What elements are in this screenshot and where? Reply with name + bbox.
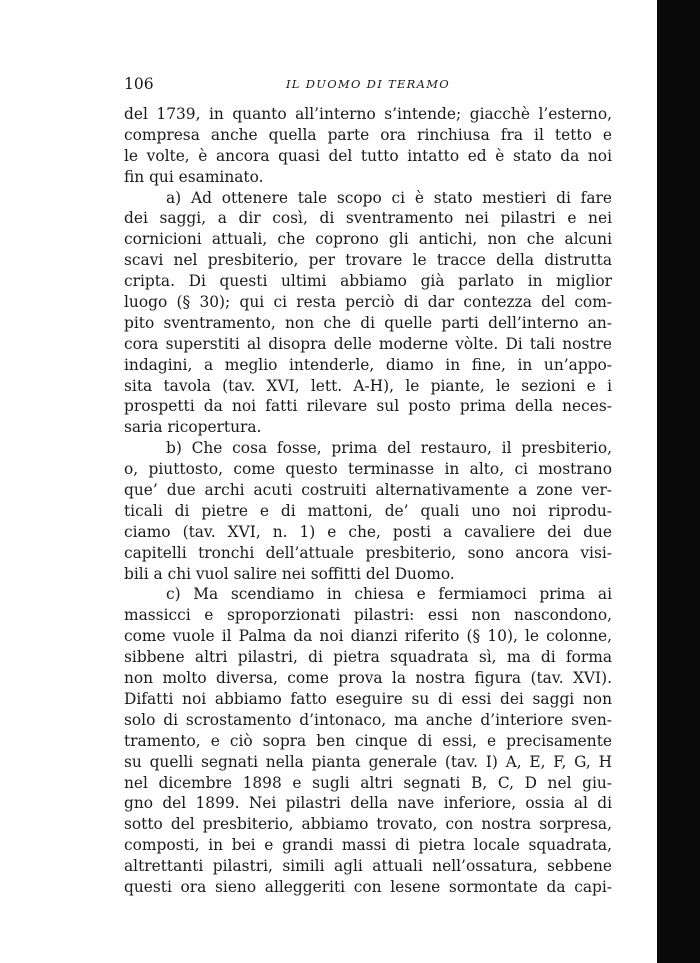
text-line: ciamo (tav. XVI, n. 1) e che, posti a cavaliere dei due [124,522,612,541]
text-line: cornicioni attuali, che coprono gli antichi, non che alcuni [124,230,612,249]
text-line: luogo (§ 30); qui ci resta perciò di dar contezza del com- [124,293,612,312]
text-line: composti, in bei e grandi massi di pietra locale squadrata, [124,836,612,855]
text-line: tramento, e ciò sopra ben cinque di essi, e precisamente [124,731,612,750]
text-line: pito sventramento, non che di quelle parti dell’interno an- [124,313,612,332]
body-text [124,104,612,898]
text-line: altrettanti pilastri, simili agli attuali nell’ossatura, sebbene [124,857,612,876]
text-line: sibbene altri pilastri, di pietra squadrata sì, ma di forma [124,648,612,667]
text-line: scavi nel presbiterio, per trovare le tracce della distrutta [124,251,612,270]
text-line: b) Che cosa fosse, prima del restauro, il presbiterio, [166,439,612,458]
text-line: indagini, a meglio intenderle, diamo in fine, in un’appo- [124,355,612,374]
text-line: prospetti da noi fatti rilevare sul posto prima della neces- [124,397,612,416]
text-line: c) Ma scendiamo in chiesa e fermiamoci prima ai [166,585,612,604]
text-line: a) Ad ottenere tale scopo ci è stato mestieri di fare [166,188,612,207]
scan-edge-band [657,0,700,963]
text-line: fin qui esaminato. [124,167,264,186]
text-line: o, piuttosto, come questo terminasse in alto, ci mostrano [124,460,612,479]
text-line: massicci e sproporzionati pilastri: essi non nascondono, [124,606,612,625]
text-line: Difatti noi abbiamo fatto eseguire su di essi dei saggi non [124,689,612,708]
text-line: le volte, è ancora quasi del tutto intatto ed è stato da noi [124,146,612,165]
text-line: nel dicembre 1898 e sugli altri segnati B, C, D nel giu- [124,773,612,792]
text-line: cora superstiti al disopra delle moderne vòlte. Di tali nostre [124,334,612,353]
text-line: capitelli tronchi dell’attuale presbiterio, sono ancora visi- [124,543,612,562]
text-line: bili a chi vuol salire nei soffitti del Duomo. [124,564,455,583]
text-line: sotto del presbiterio, abbiamo trovato, con nostra sorpresa, [124,815,612,834]
page-header [124,74,612,94]
text-line: que’ due archi acuti costruiti alternativamente a zone ver- [124,481,612,500]
page-number: 106 [124,75,154,93]
text-line: del 1739, in quanto all’interno s’intende; giacchè l’esterno, [124,105,612,123]
text-line: come vuole il Palma da noi dianzi riferito (§ 10), le colonne, [124,627,612,646]
text-line: cripta. Di questi ultimi abbiamo già parlato in miglior [124,272,612,291]
text-line: saria ricopertura. [124,418,262,437]
text-line: compresa anche quella parte ora rinchiusa fra il tetto e [124,125,612,144]
text-line: questi ora sieno alleggeriti con lesene sormontate da capi- [124,877,612,896]
running-title: IL DUOMO DI TERAMO [285,77,451,91]
text-line: ticali di pietre e di mattoni, de’ quali uno noi riprodu- [124,501,612,520]
text-line: gno del 1899. Nei pilastri della nave inferiore, ossia al di [124,794,612,813]
text-line: dei saggi, a dir così, di sventramento nei pilastri e nei [124,209,612,228]
text-line: su quelli segnati nella pianta generale (tav. I) A, E, F, G, H [124,752,612,771]
text-line: non molto diversa, come prova la nostra figura (tav. XVI). [124,669,612,688]
text-line: solo di scrostamento d’intonaco, ma anche d’interiore sven- [124,710,612,729]
text-line: sita tavola (tav. XVI, lett. A-H), le piante, le sezioni e i [124,376,612,395]
